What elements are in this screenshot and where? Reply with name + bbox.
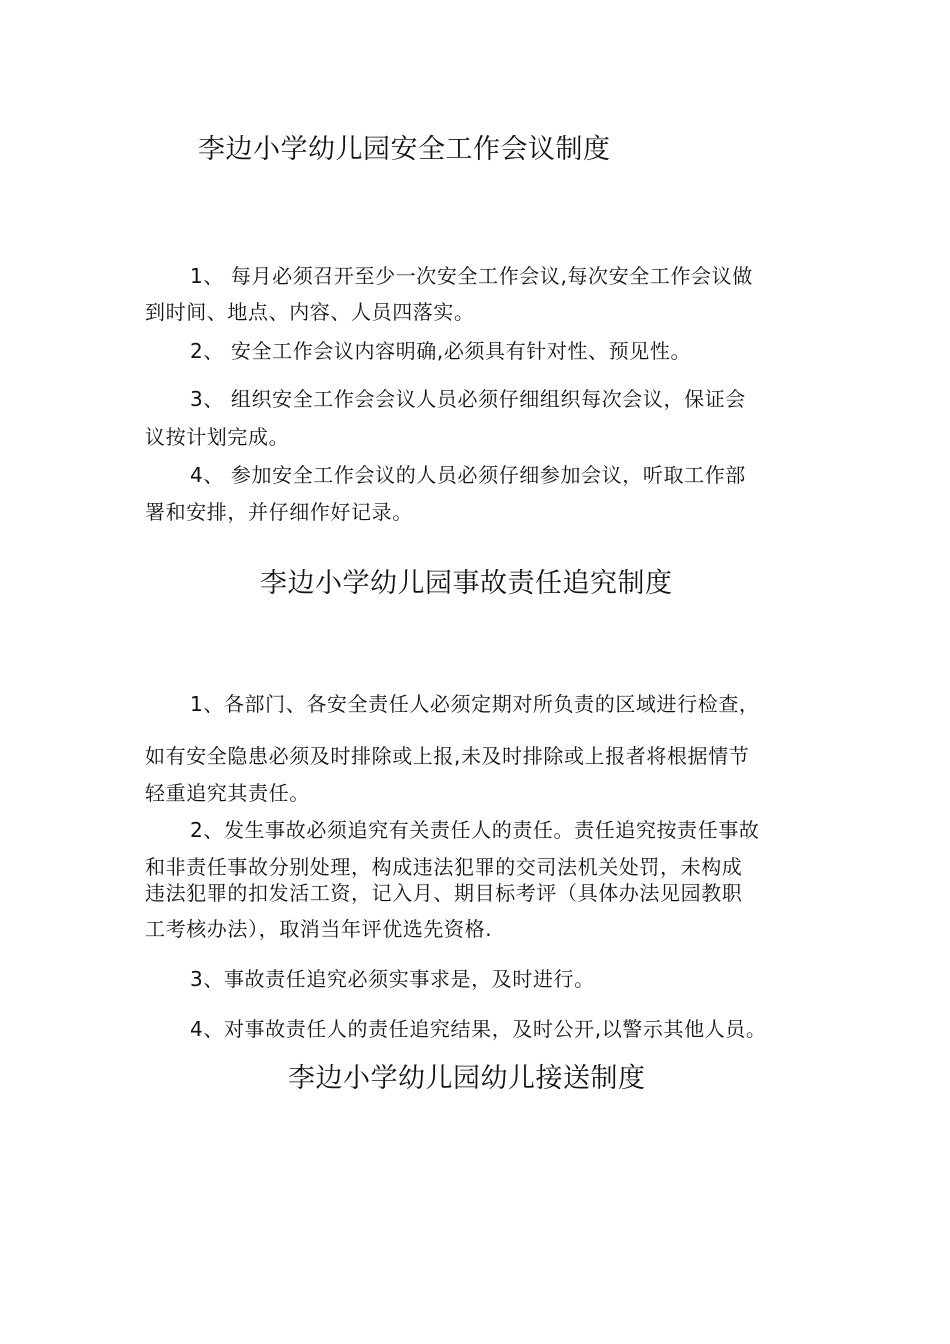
paragraph-line <box>190 261 753 291</box>
paragraph-line <box>145 914 492 944</box>
item-number: 2、 <box>190 818 224 842</box>
paragraph-line <box>190 815 760 845</box>
line-text: 到时间、地点、内容、人员四落实。 <box>145 300 475 324</box>
line-text: 组织安全工作会会议人员必须仔细组织每次会议，保证会 <box>223 387 746 411</box>
item-number: 4、 <box>190 463 224 487</box>
section-title-safety-meeting: 李边小学幼儿园安全工作会议制度 <box>198 134 611 165</box>
line-text: 工考核办法），取消当年评优选先资格. <box>145 917 493 941</box>
line-text: 发生事故必须追究有关责任人的责任。责任追究按责任事故 <box>223 818 760 842</box>
line-text: 对事故责任人的责任追究结果，及时公开,以警示其他人员。 <box>223 1017 767 1041</box>
line-text: 每月必须召开至少一次安全工作会议,每次安全工作会议做 <box>223 264 753 288</box>
line-text: 安全工作会议内容明确,必须具有针对性、预见性。 <box>223 339 692 363</box>
line-text: 事故责任追究必须实事求是，及时进行。 <box>223 967 595 991</box>
paragraph-line <box>145 422 289 452</box>
paragraph-line <box>145 497 413 527</box>
line-text: 参加安全工作会议的人员必须仔细参加会议，听取工作部 <box>223 463 746 487</box>
item-number: 4、 <box>190 1017 224 1041</box>
line-text: 如有安全隐患必须及时排除或上报,未及时排除或上报者将根据情节 <box>145 744 750 768</box>
item-number: 3、 <box>190 967 224 991</box>
item-number: 1、 <box>190 264 224 288</box>
line-text: 轻重追究其责任。 <box>145 781 310 805</box>
line-text: 各部门、各安全责任人必须定期对所负责的区域进行检查， <box>223 692 760 716</box>
paragraph-line <box>190 964 595 994</box>
paragraph-line <box>145 297 475 327</box>
paragraph-line <box>190 384 746 414</box>
paragraph-line <box>145 778 310 808</box>
paragraph-line <box>190 460 746 490</box>
section-title-pickup-dropoff: 李边小学幼儿园幼儿接送制度 <box>288 1063 646 1094</box>
item-number: 2、 <box>190 339 224 363</box>
paragraph-line <box>190 689 760 719</box>
item-number: 3、 <box>190 387 224 411</box>
item-number: 1、 <box>190 692 224 716</box>
line-text: 议按计划完成。 <box>145 425 290 449</box>
paragraph-line <box>145 741 749 771</box>
section-title-accident-accountability: 李边小学幼儿园事故责任追究制度 <box>260 568 673 599</box>
paragraph-line <box>145 878 742 908</box>
paragraph-line <box>190 336 691 366</box>
line-text: 和非责任事故分别处理，构成违法犯罪的交司法机关处罚，未构成 <box>145 855 743 879</box>
line-text: 署和安排，并仔细作好记录。 <box>145 500 413 524</box>
paragraph-line <box>190 1014 767 1044</box>
line-text: 违法犯罪的扣发活工资，记入月、期目标考评（具体办法见园教职 <box>145 881 743 905</box>
